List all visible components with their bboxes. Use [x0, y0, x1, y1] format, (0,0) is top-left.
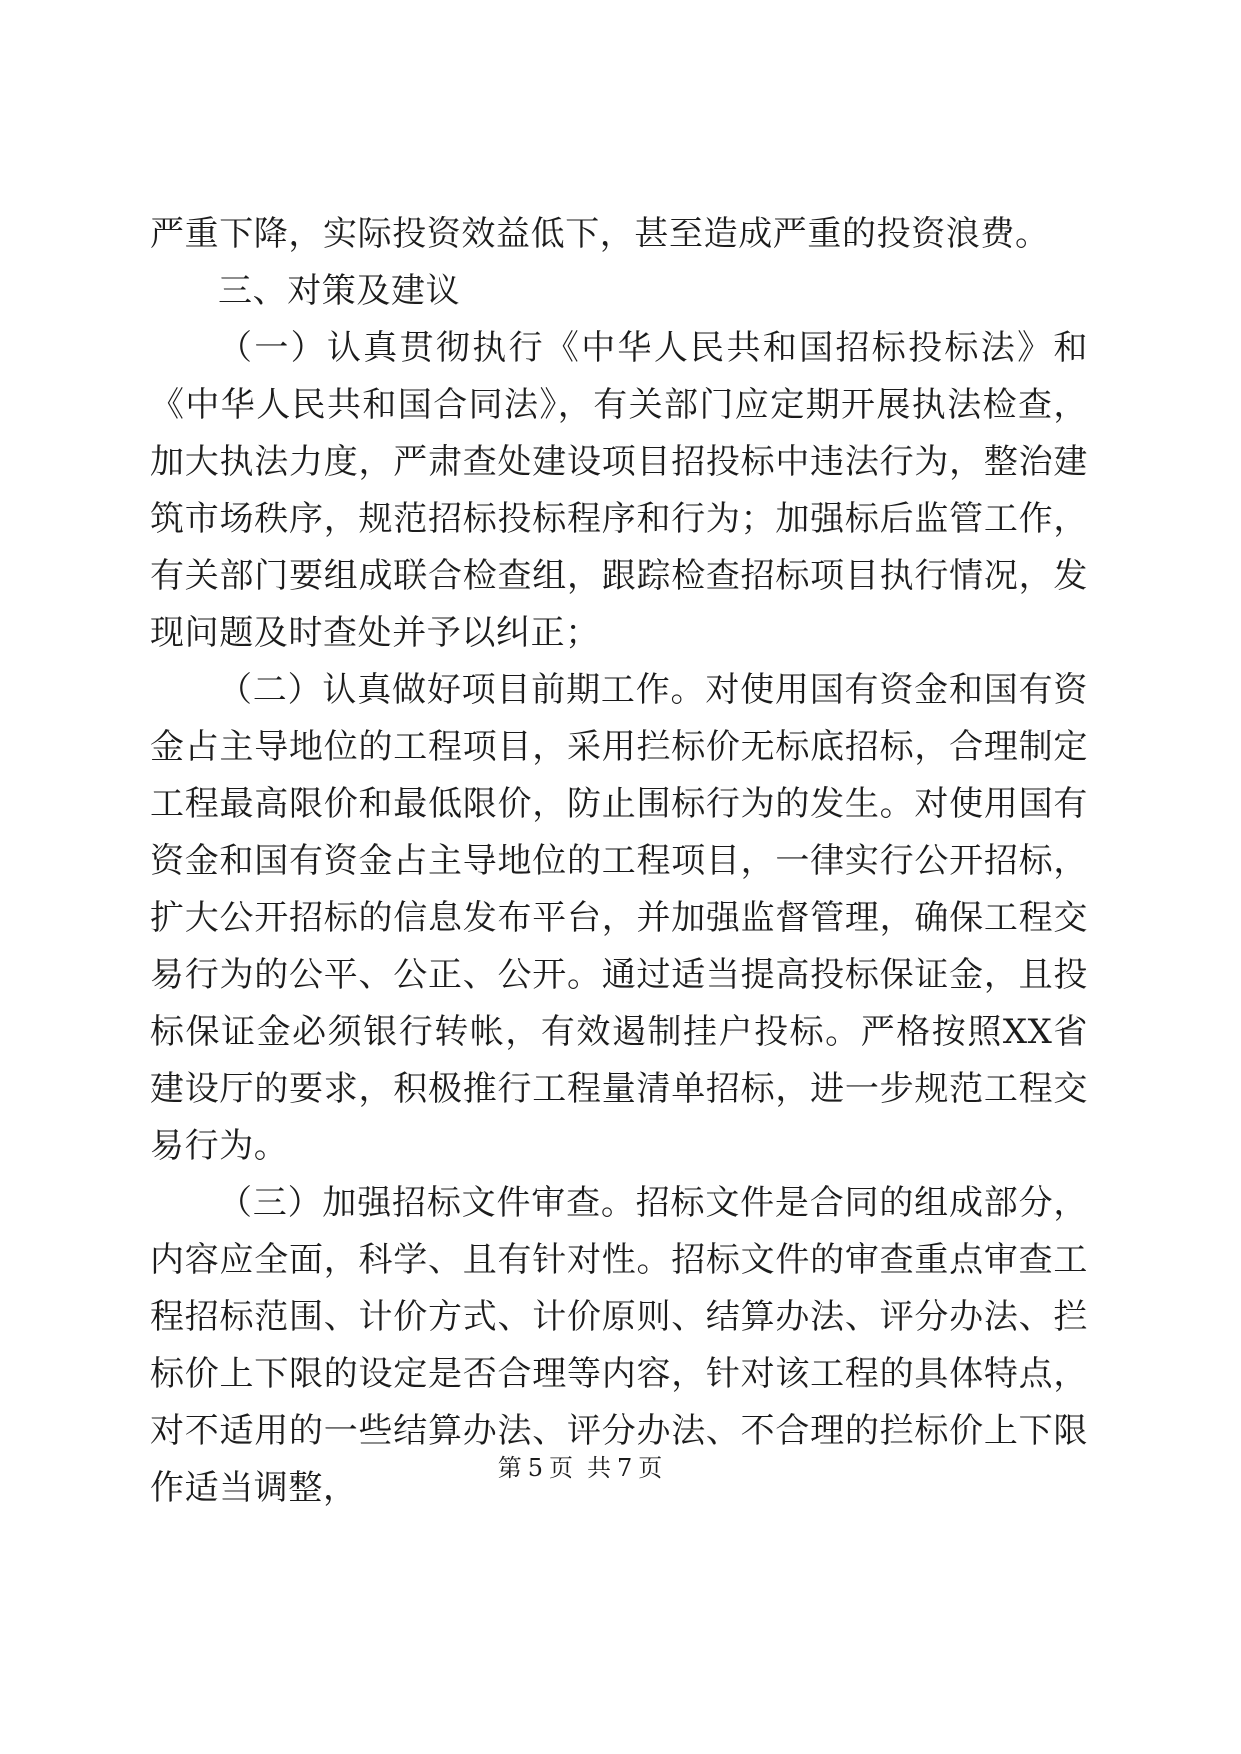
current-page-number: 5 — [527, 1454, 543, 1482]
paragraph-2: （二）认真做好项目前期工作。对使用国有资金和国有资金占主导地位的工程项目，采用拦标价无标底招标，合理制定工程最高限价和最低限价，防止围标行为的发生。对使用国有资金和国有资金占主导地位的工程项目，一律实行公开招标，扩大公开招标的信息发布平台，并加强监督管理，确保工程交易行为的公平、公正、公开。通过适当提高投标保证金，且投标保证金必须银行转帐，有效遏制挂户投标。严格按照XX省建设厅的要求，积极推行工程量清单招标，进一步规范工程交易行为。 — [150, 670, 1088, 1166]
continuation-paragraph: 严重下降，实际投资效益低下，甚至造成严重的投资浪费。 — [150, 214, 1050, 254]
total-unit: 页 — [638, 1454, 663, 1482]
paragraph-3: （三）加强招标文件审查。招标文件是合同的组成部分，内容应全面，科学、且有针对性。招标文件的审查重点审查工程招标范围、计价方式、计价原则、结算办法、评分办法、拦标价上下限的设定是否合理等内容，针对该工程的具体特点，对不适用的一些结算办法、评分办法、不合理的拦标价上下限作适当调整， — [150, 1183, 1088, 1508]
section-heading: 三、对策及建议 — [218, 271, 461, 311]
document-body — [150, 206, 1088, 1517]
paragraph-1: （一）认真贯彻执行《中华人民共和国招标投标法》和《中华人民共和国合同法》，有关部门应定期开展执法检查，加大执法力度，严肃查处建设项目招投标中违法行为，整治建筑市场秩序，规范招标投标程序和行为；加强标后监管工作，有关部门要组成联合检查组，跟踪检查招标项目执行情况，发现问题及时查处并予以纠正； — [150, 328, 1088, 653]
page-footer — [0, 1452, 1160, 1484]
page-prefix: 第 — [497, 1454, 522, 1482]
total-pages-number: 7 — [617, 1454, 633, 1482]
total-prefix: 共 — [587, 1454, 611, 1482]
page-unit: 页 — [549, 1454, 573, 1482]
